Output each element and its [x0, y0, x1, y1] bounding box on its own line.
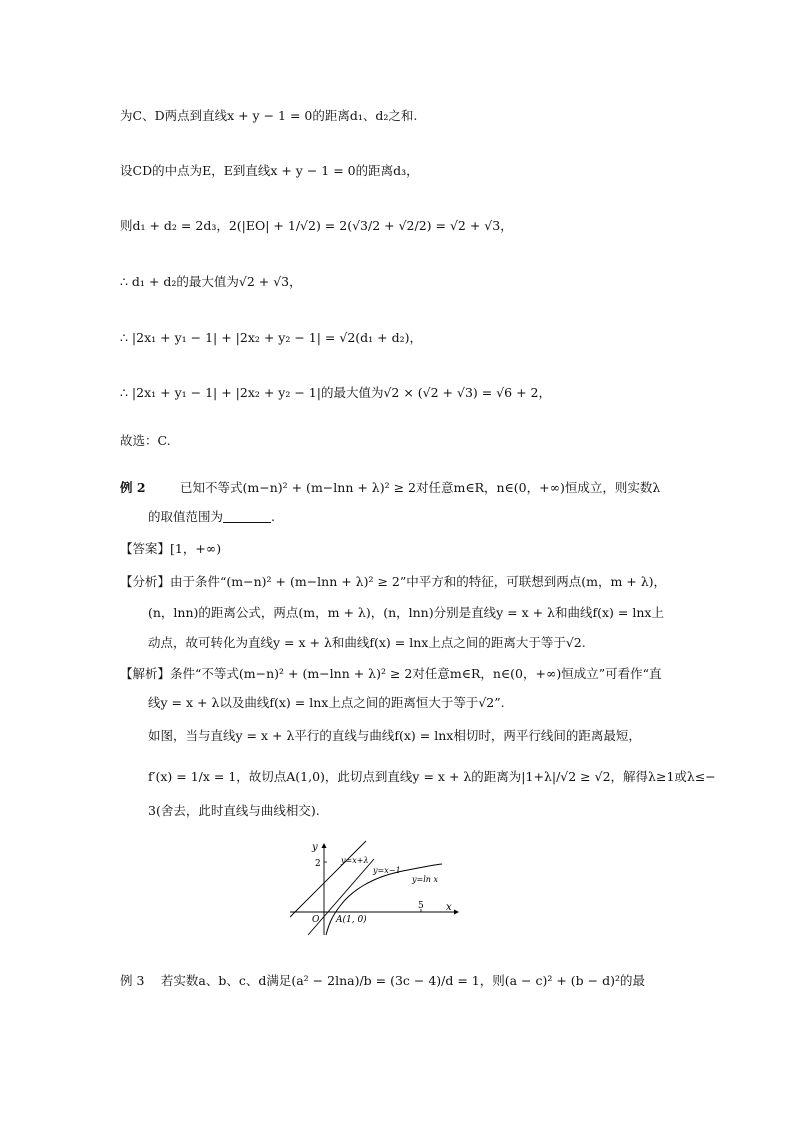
- y-tick-label: 2: [315, 859, 321, 869]
- tangent-figure: [280, 838, 460, 938]
- analysis-line-3: 动点，故可转化为直线y = x + λ和曲线f(x) = lnx上点之间的距离大于等于√2.: [148, 635, 586, 650]
- x-tick-label: 5: [418, 901, 424, 911]
- solution-line-2: 线y = x + λ以及曲线f(x) = lnx上点之间的距离恒大于等于√2”.: [148, 695, 505, 710]
- analysis-line-2: (n，lnn)的距离公式，两点(m，m + λ)，(n，lnn)分别是直线y = x + λ和曲线f(x) = lnx上: [148, 605, 664, 620]
- line-2-label: y=x−1: [373, 866, 401, 875]
- y-axis-arrow-icon: [322, 843, 327, 848]
- y-axis-label: y: [312, 842, 318, 853]
- example-2-text: 已知不等式(m−n)² + (m−lnn + λ)² ≥ 2对任意m∈R，n∈(0，+∞)恒成立，则实数λ: [180, 480, 661, 495]
- solution-line-5: 3(舍去，此时直线与曲线相交).: [148, 803, 320, 818]
- text-line-5: ∴ |2x₁ + y₁ − 1| + |2x₂ + y₂ − 1| = √2(d₁ + d₂)，: [120, 330, 422, 345]
- example-3-line: 例 3 若实数a、b、c、d满足(a² − 2lna)/b = (3c − 4)/d = 1，则(a − c)² + (b − d)²的最: [120, 973, 645, 988]
- point-a-label: A(1, 0): [336, 915, 367, 925]
- line-y-x-plus-lambda: [290, 841, 366, 917]
- text-line-4: ∴ d₁ + d₂的最大值为√2 + √3，: [120, 274, 302, 289]
- example-2-label: 例 2: [120, 480, 146, 495]
- text-line-6: ∴ |2x₁ + y₁ − 1| + |2x₂ + y₂ − 1|的最大值为√2 × (√2 + √3) = √6 + 2，: [120, 385, 552, 400]
- curve-label: y=ln x: [412, 875, 438, 884]
- solution-line-4: f′(x) = 1/x = 1，故切点A(1,0)，此切点到直线y = x + λ的距离为|1+λ|/√2 ≥ √2，解得λ≥1或λ≤−: [148, 769, 716, 784]
- text-line-1: 为C、D两点到直线x + y − 1 = 0的距离d₁、d₂之和.: [120, 108, 418, 123]
- example-2-text-2: 的取值范围为 .: [148, 509, 275, 524]
- analysis-line-1: 【分析】由于条件“(m−n)² + (m−lnn + λ)² ≥ 2”中平方和的特征，可联想到两点(m，m + λ)，: [120, 574, 667, 589]
- solution-line-1: 【解析】条件“不等式(m−n)² + (m−lnn + λ)² ≥ 2对任意m∈R，n∈(0，+∞)恒成立”可看作“直: [120, 666, 662, 681]
- line-1-label: y=x+λ: [341, 856, 369, 865]
- x-axis-arrow-icon: [454, 910, 459, 915]
- answer-line: 【答案】[1，+∞): [120, 541, 222, 556]
- text-line-3: 则d₁ + d₂ = 2d₃，2(|EO| + 1/√2) = 2(√3/2 + √2/2) = √2 + √3，: [120, 218, 513, 233]
- example-2-text-2-content: 的取值范围为: [148, 509, 224, 524]
- text-line-2: 设CD的中点为E，E到直线x + y − 1 = 0的距离d₃，: [120, 163, 419, 178]
- solution-line-3: 如图，当与直线y = x + λ平行的直线与曲线f(x) = lnx相切时，两平行线间的距离最短，: [148, 728, 641, 743]
- answer-blank: [223, 510, 271, 523]
- origin-label: O: [312, 915, 320, 925]
- x-axis-label: x: [446, 902, 452, 913]
- text-line-7: 故选：C.: [120, 433, 171, 448]
